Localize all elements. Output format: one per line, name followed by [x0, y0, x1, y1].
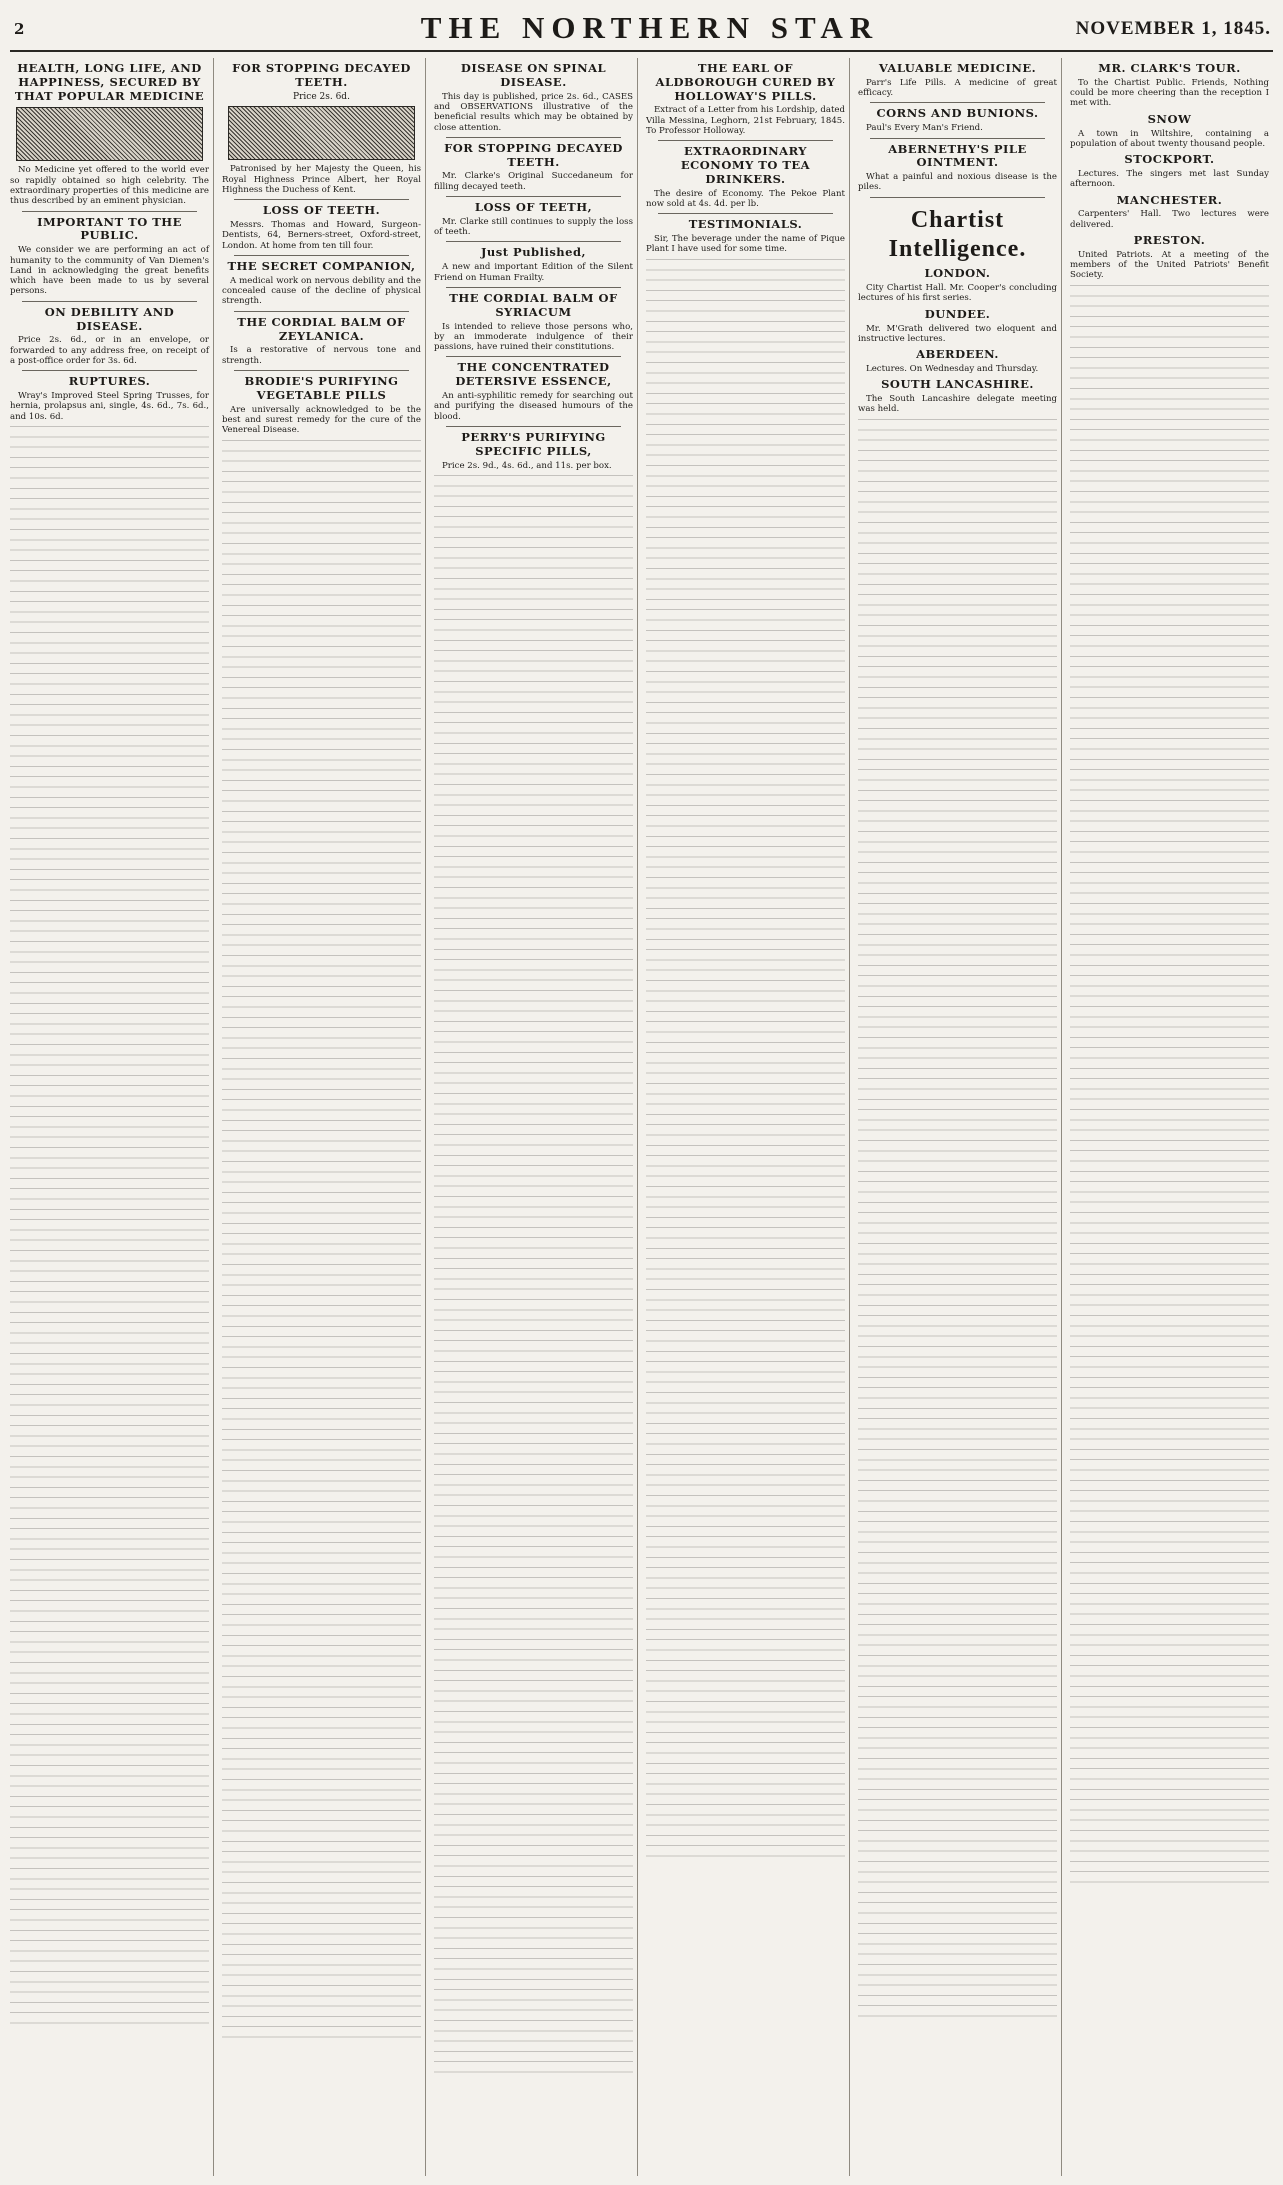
report-text: United Patriots. At a meeting of the members of the United Patriots' Benefit Society. [1070, 249, 1269, 281]
advert-text: We consider we are performing an act of humanity to the community of Van Diemen's Land in acknowledging the great benefits which have been made to us by several persons. [10, 245, 209, 297]
report-heading: LONDON. [924, 266, 991, 281]
column-4 [646, 58, 850, 2176]
body-text-lines [1070, 285, 1269, 1885]
report-text: A town in Wiltshire, containing a population of about twenty thousand people. [1070, 128, 1269, 149]
advert-text: No Medicine yet offered to the world ever so rapidly obtained so high celebrity. The extraordinary properties of this medicine are thus described by an eminent physician. [10, 165, 209, 207]
advert-loss-of-teeth [222, 204, 421, 251]
report-heading: ABERDEEN. [916, 347, 999, 362]
column-3 [434, 58, 638, 2176]
engraving-illustration [16, 107, 203, 161]
advert-debility [10, 306, 209, 367]
advert-heading: CORNS AND BUNIONS. [876, 106, 1039, 121]
report-clark-tour [1070, 62, 1269, 109]
advert-pile-ointment [858, 143, 1057, 193]
advert-heading: DISEASE ON SPINAL DISEASE. [460, 61, 607, 89]
advert-text: This day is published, price 2s. 6d., CASES and OBSERVATIONS illustrative of the beneficial results which may be obtained by close attention. [434, 91, 633, 133]
advert-text: Extract of a Letter from his Lordship, dated Villa Messina, Leghorn, 21st February, 1845. To Professor Holloway. [646, 105, 845, 137]
report-heading: DUNDEE. [924, 306, 991, 321]
advert-decayed-teeth-2 [434, 142, 633, 192]
body-text-lines [434, 475, 633, 2075]
body-text-lines [10, 426, 209, 2026]
advert-heading: VALUABLE MEDICINE. [878, 61, 1037, 75]
advert-zeylanica [222, 316, 421, 366]
masthead-rule [10, 50, 1273, 52]
advert-text: Mr. Clarke's Original Succedaneum for filling decayed teeth. [434, 171, 633, 192]
newspaper-title: THE NORTHERN STAR [420, 10, 880, 45]
report-text: The South Lancashire delegate meeting was held. [858, 394, 1057, 415]
advert-heading: LOSS OF TEETH, [474, 200, 593, 215]
report-text: Lectures. On Wednesday and Thursday. [866, 363, 1039, 374]
column-2 [222, 58, 426, 2176]
advert-aldborough [646, 62, 845, 136]
advert-heading: FOR STOPPING DECAYED TEETH. [444, 140, 623, 169]
column-6 [1070, 58, 1273, 2176]
advert-heading: ON DEBILITY AND DISEASE. [44, 304, 175, 333]
report-text: To the Chartist Public. Friends, Nothing could be more cheering than the reception I met with. [1070, 77, 1269, 109]
advert-corns [858, 107, 1057, 133]
advert-text: Price 2s. 9d., 4s. 6d., and 11s. per box. [442, 460, 612, 471]
advert-text: An anti-syphilitic remedy for searching out and purifying the diseased humours of the blood. [434, 391, 633, 422]
report-aberdeen [858, 348, 1057, 374]
advert-text: Wray's Improved Steel Spring Trusses, for hernia, prolapsus ani, single, 4s. 6d., 7s. 6d., and 10s. 6d. [10, 391, 209, 422]
report-heading: SNOW [1147, 111, 1192, 126]
report-heading: MR. CLARK'S TOUR. [1098, 61, 1241, 75]
advert-heading: LOSS OF TEETH. [262, 203, 381, 218]
report-text: Carpenters' Hall. Two lectures were delivered. [1070, 209, 1269, 230]
report-snow [1070, 113, 1269, 149]
report-heading: PRESTON. [1133, 233, 1206, 247]
advert-heading: PERRY'S PURIFYING SPECIFIC PILLS, [461, 429, 606, 458]
advert-text: Mr. Clarke still continues to supply the loss of teeth. [434, 216, 633, 238]
advert-silent-friend [434, 246, 633, 282]
advert-brodie [222, 375, 421, 436]
issue-date: NOVEMBER 1, 1845. [1075, 18, 1271, 39]
page-number: 2 [14, 20, 25, 38]
advert-text: Price 2s. 6d., or in an envelope, or forwarded to any address free, on receipt of a post-office order for 3s. 6d. [10, 335, 209, 367]
advert-valuable-medicine [858, 62, 1057, 98]
advert-heading: RUPTURES. [68, 374, 151, 389]
advert-heading: THE EARL OF ALDBOROUGH CURED BY HOLLOWAY'S PILLS. [655, 61, 836, 103]
advert-price: Price 2s. 6d. [293, 91, 350, 102]
report-heading: SOUTH LANCASHIRE. [881, 377, 1034, 392]
advert-heading: ABERNETHY'S PILE OINTMENT. [888, 141, 1027, 170]
advert-text: A medical work on nervous debility and the concealed cause of the decline of physical strength. [222, 275, 421, 307]
report-heading: STOCKPORT. [1124, 152, 1215, 167]
advert-text: What a painful and noxious disease is the piles. [858, 172, 1057, 193]
advert-heading: Just Published, [480, 245, 587, 260]
report-heading: MANCHESTER. [1116, 192, 1223, 207]
column-1 [10, 58, 214, 2176]
advert-text: Paul's Every Man's Friend. [866, 123, 983, 134]
advert-detersive-essence [434, 361, 633, 422]
advert-heading: BRODIE'S PURIFYING VEGETABLE PILLS [244, 374, 399, 402]
report-dundee [858, 308, 1057, 344]
advert-decayed-teeth [222, 62, 421, 195]
advert-testimonials [646, 218, 845, 254]
section-banner-chartist-intelligence: Chartist Intelligence. [888, 206, 1027, 262]
advert-ruptures [10, 375, 209, 422]
report-stockport [1070, 153, 1269, 189]
advert-text: Patronised by her Majesty the Queen, his Royal Highness Prince Albert, her Royal Highness the Duchess of Kent. [222, 164, 421, 196]
report-text: Mr. M'Grath delivered two eloquent and instructive lectures. [858, 323, 1057, 344]
report-text: Lectures. The singers met last Sunday afternoon. [1070, 168, 1269, 190]
report-london [858, 267, 1057, 303]
body-text-lines [222, 440, 421, 2040]
advert-heading: THE CORDIAL BALM OF SYRIACUM [449, 290, 618, 319]
advert-tea-economy [646, 145, 845, 209]
advert-heading: TESTIMONIALS. [688, 217, 803, 232]
advert-text: Are universally acknowledged to be the best and surest remedy for the cure of the Venereal Disease. [222, 404, 421, 436]
advert-text: Messrs. Thomas and Howard, Surgeon-Dentists, 64, Berners-street, Oxford-street, London. At home from ten till four. [222, 220, 421, 251]
report-manchester [1070, 194, 1269, 230]
advert-text: Is intended to relieve those persons who, by an immoderate indulgence of their passions, have ruined their constitutions. [434, 321, 633, 353]
advert-text: Sir, The beverage under the name of Pique Plant I have used for some time. [646, 234, 845, 255]
column-5 [858, 58, 1062, 2176]
body-text-lines [646, 259, 845, 1859]
advert-text: Is a restorative of nervous tone and strength. [222, 345, 421, 366]
advert-heading: HEALTH, LONG LIFE, AND HAPPINESS, SECURED BY THAT POPULAR MEDICINE [14, 61, 205, 103]
advert-heading: EXTRAORDINARY ECONOMY TO TEA DRINKERS. [680, 144, 811, 186]
advert-important [10, 216, 209, 297]
report-south-lancashire [858, 378, 1057, 414]
advert-heading: IMPORTANT TO THE PUBLIC. [37, 214, 182, 243]
advert-spinal-disease [434, 62, 633, 133]
advert-secret-companion [222, 260, 421, 307]
masthead [10, 6, 1273, 48]
columns [10, 58, 1273, 2176]
report-preston [1070, 234, 1269, 281]
report-text: City Chartist Hall. Mr. Cooper's concluding lectures of his first series. [858, 283, 1057, 304]
advert-syriacum [434, 292, 633, 353]
advert-heading: THE SECRET COMPANION, [227, 259, 416, 274]
advert-heading: THE CONCENTRATED DETERSIVE ESSENCE, [455, 360, 612, 389]
advert-text: The desire of Economy. The Pekoe Plant now sold at 4s. 4d. per lb. [646, 188, 845, 210]
advert-loss-of-teeth-2 [434, 201, 633, 237]
advert-text: A new and important Edition of the Silent Friend on Human Frailty. [434, 262, 633, 283]
advert-perry-pills [434, 431, 633, 471]
advert-text: Parr's Life Pills. A medicine of great efficacy. [858, 77, 1057, 99]
engraving-illustration [228, 106, 415, 160]
advert-health [10, 62, 209, 207]
advert-heading: FOR STOPPING DECAYED TEETH. [232, 61, 411, 89]
advert-heading: THE CORDIAL BALM OF ZEYLANICA. [237, 314, 406, 343]
body-text-lines [858, 419, 1057, 2019]
